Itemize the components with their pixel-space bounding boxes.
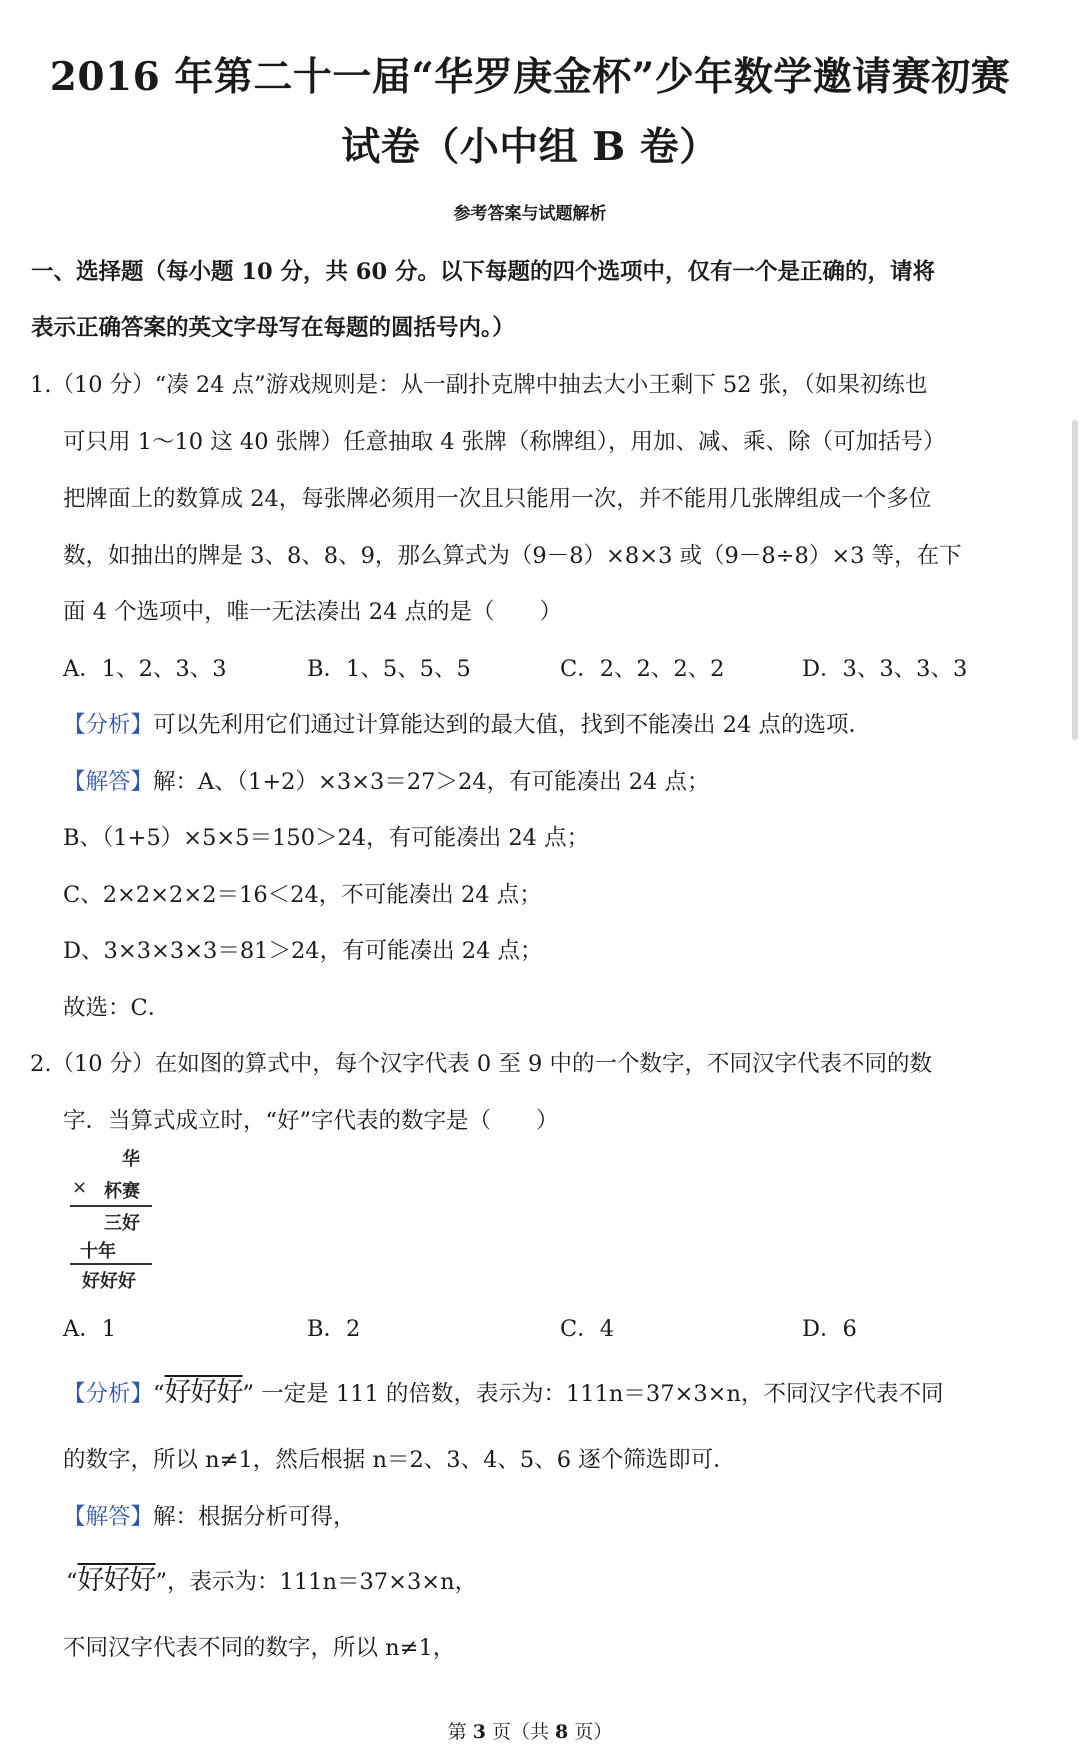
q1-option-b: B．1、5、5、5 (307, 656, 471, 682)
q2-option-a: A．1 (63, 1316, 117, 1342)
scrollbar-thumb[interactable] (1072, 420, 1078, 740)
page-footer: 第 3 页（共 8 页） (447, 1721, 613, 1743)
multiplication-figure (64, 1145, 154, 1295)
page-total: 8 (555, 1721, 569, 1743)
page-title-line1: 2016 年第二十一届“华罗庚金杯”少年数学邀请赛初赛 (49, 54, 1011, 100)
figure-row-2: 杯赛 (104, 1181, 140, 1202)
q1-option-d: D．3、3、3、3 (802, 656, 968, 682)
q1-line-3: 把牌面上的数算成 24，每张牌必须用一次且只能用一次，并不能用几张牌组成一个多位 (63, 486, 932, 512)
page-title-line2: 试卷（小中组 B 卷） (341, 124, 719, 170)
q1-analysis-text: 可以先利用它们通过计算能达到的最大值，找到不能凑出 24 点的选项． (153, 712, 871, 738)
figure-result: 好好好 (82, 1271, 136, 1292)
q1-answer-line-3: C、2×2×2×2＝16＜24，不可能凑出 24 点； (63, 882, 542, 908)
q1-analysis (63, 707, 871, 739)
answer-tag: 【解答】 (63, 769, 154, 795)
q1-option-a: A．1、2、3、3 (63, 656, 227, 682)
q1-answer-line-4: D、3×3×3×3＝81＞24，有可能凑出 24 点； (63, 938, 543, 964)
q2-analysis-line-1: 一定是 111 的倍数，表示为：111n＝37×3×n，不同汉字代表不同 (261, 1381, 944, 1407)
figure-row-3: 三好 (104, 1213, 140, 1234)
answer-tag: 【解答】 (63, 1504, 154, 1530)
times-sign: × (72, 1177, 88, 1198)
figure-row-1: 华 (122, 1149, 140, 1170)
q2-analysis: 【分析】“好好好” 一定是 111 的倍数，表示为：111n＝37×3×n，不同汉字代表不同 (63, 1377, 944, 1408)
subtitle: 参考答案与试题解析 (453, 204, 607, 224)
q1-answer-line-5: 故选：C． (63, 995, 171, 1021)
analysis-tag: 【分析】 (63, 712, 154, 738)
q2-line-1: 2.（10 分）在如图的算式中，每个汉字代表 0 至 9 中的一个数字，不同汉字代表不同的数 (30, 1051, 932, 1077)
figure-rule-2 (70, 1263, 152, 1265)
q1-line-5: 面 4 个选项中，唯一无法凑出 24 点的是（ ） (63, 599, 563, 625)
q2-answer (63, 1499, 356, 1531)
q1-line-1: 1.（10 分）“凑 24 点”游戏规则是：从一副扑克牌中抽去大小王剩下 52 张，（如果初练也 (30, 372, 928, 398)
q1-option-c: C．2、2、2、2 (560, 656, 725, 682)
q2-answer-line-2: “好好好”，表示为：111n＝37×3×n， (66, 1565, 478, 1596)
haohaohao-quote: 好好好 (164, 1377, 243, 1408)
q2-answer-line-1: 解：根据分析可得， (153, 1504, 356, 1530)
section-heading-line1: 一、选择题（每小题 10 分，共 60 分。以下每题的四个选项中，仅有一个是正确的，请将 (31, 259, 935, 285)
q1-answer (63, 764, 710, 796)
figure-row-4: 十年 (80, 1241, 116, 1262)
q2-analysis-line-2: 的数字，所以 n≠1，然后根据 n＝2、3、4、5、6 逐个筛选即可． (63, 1447, 736, 1473)
q1-answer-line-1: 解：A、（1+2）×3×3＝27＞24，有可能凑出 24 点； (153, 769, 710, 795)
q1-line-2: 可只用 1～10 这 40 张牌）任意抽取 4 张牌（称牌组），用加、减、乘、除（可加括号） (63, 429, 946, 455)
q2-option-b: B．2 (307, 1316, 361, 1342)
q1-line-4: 数，如抽出的牌是 3、8、8、9，那么算式为（9－8）×8×3 或（9－8÷8）×3 等，在下 (63, 543, 962, 569)
q1-answer-line-2: B、（1+5）×5×5＝150＞24，有可能凑出 24 点； (63, 825, 590, 851)
q2-option-c: C．4 (560, 1316, 615, 1342)
q2-option-d: D．6 (802, 1316, 857, 1342)
q2-line-2: 字．当算式成立时，“好”字代表的数字是（ ） (63, 1108, 559, 1134)
figure-rule-1 (70, 1205, 152, 1207)
haohaohao-quote: 好好好 (77, 1565, 156, 1596)
analysis-tag: 【分析】 (63, 1381, 154, 1407)
page-number: 3 (472, 1721, 486, 1743)
section-heading-line2: 表示正确答案的英文字母写在每题的圆括号内。） (31, 315, 515, 341)
q2-answer-line-3: 不同汉字代表不同的数字，所以 n≠1， (63, 1635, 456, 1661)
